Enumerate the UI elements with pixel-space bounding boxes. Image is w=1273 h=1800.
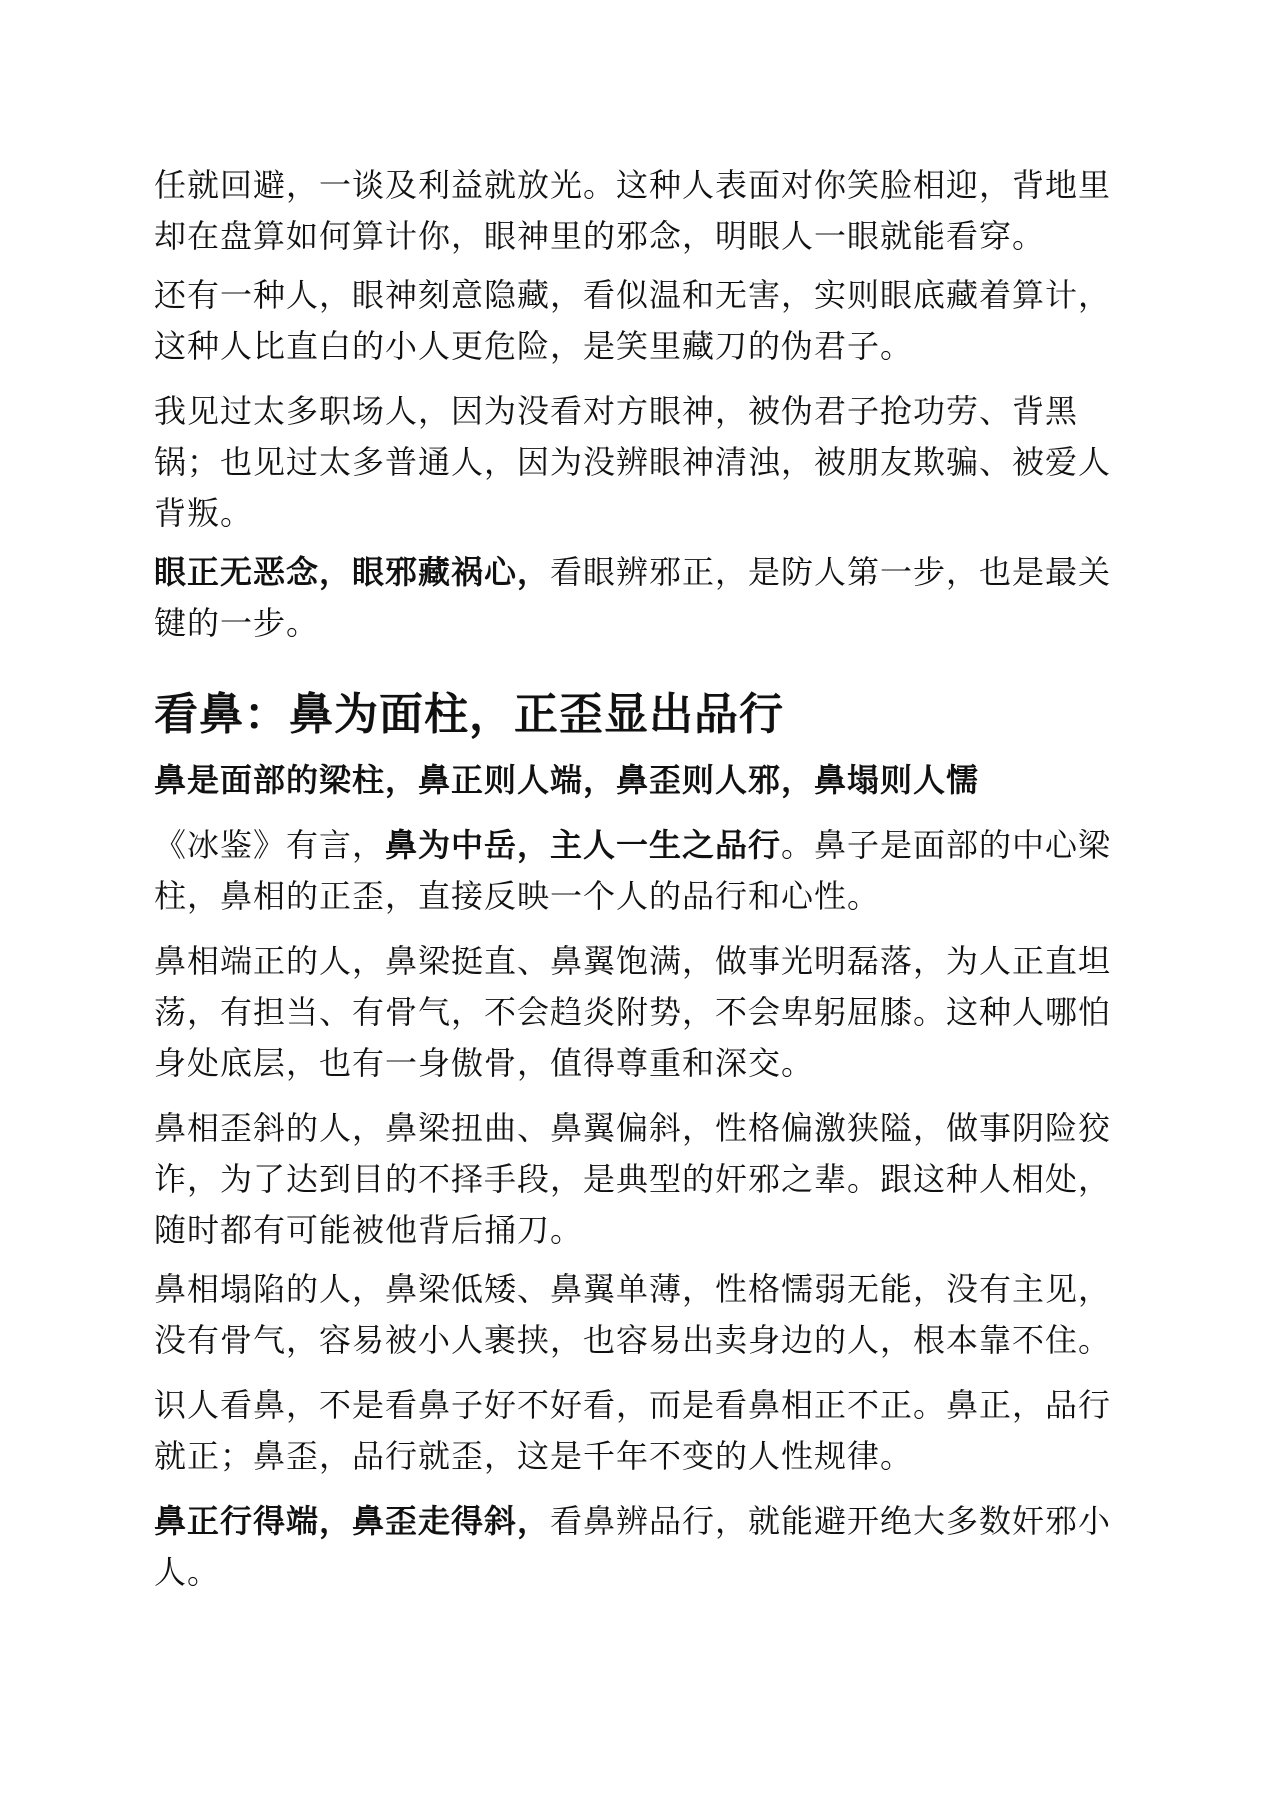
paragraph-text: 还有一种人，眼神刻意隐藏，看似温和无害，实则眼底藏着算计，这种人比直白的小人更危险，是笑里藏刀的伪君子。	[154, 276, 1112, 365]
paragraph-text: 《冰鉴》有言，	[154, 826, 386, 864]
paragraph-text: 。鼻子是面部的中心梁柱，鼻相的正歪，直接反映一个人的品行和心性。	[154, 826, 1112, 915]
paragraph-text: 识人看鼻，不是看鼻子好不好看，而是看鼻相正不正。鼻正，品行就正；鼻歪，品行就歪，这是千年不变的人性规律。	[154, 1386, 1112, 1475]
paragraph-eye-summary	[154, 547, 1123, 649]
paragraph-text: 我见过太多职场人，因为没看对方眼神，被伪君子抢功劳、背黑锅；也见过太多普通人，因为没辨眼神清浊，被朋友欺骗、被爱人背叛。	[154, 392, 1112, 532]
paragraph-bingjian-quote	[154, 820, 1123, 922]
paragraph-crooked-nose	[154, 1103, 1123, 1256]
paragraph-nose-summary	[154, 1496, 1123, 1598]
paragraph-eye-evil	[154, 160, 1123, 262]
bold-quote-text: 鼻为中岳，主人一生之品行	[385, 826, 782, 864]
bold-summary-text: 眼正无恶念，眼邪藏祸心，	[154, 553, 551, 591]
paragraph-straight-nose	[154, 936, 1123, 1089]
paragraph-hidden-eyes	[154, 270, 1123, 372]
paragraph-collapsed-nose	[154, 1264, 1123, 1366]
section-subheading: 鼻是面部的梁柱，鼻正则人端，鼻歪则人邪，鼻塌则人懦	[154, 761, 980, 799]
bold-summary-text: 鼻正行得端，鼻歪走得斜，	[154, 1502, 551, 1540]
paragraph-text: 鼻相歪斜的人，鼻梁扭曲、鼻翼偏斜，性格偏激狭隘，做事阴险狡诈，为了达到目的不择手段，是典型的奸邪之辈。跟这种人相处，随时都有可能被他背后捅刀。	[154, 1109, 1112, 1249]
paragraph-text: 看鼻辨品行，就能避开绝大多数奸邪小人。	[154, 1502, 1112, 1591]
paragraph-text: 鼻相端正的人，鼻梁挺直、鼻翼饱满，做事光明磊落，为人正直坦荡，有担当、有骨气，不会趋炎附势，不会卑躬屈膝。这种人哪怕身处底层，也有一身傲骨，值得尊重和深交。	[154, 942, 1112, 1082]
paragraph-text: 鼻相塌陷的人，鼻梁低矮、鼻翼单薄，性格懦弱无能，没有主见，没有骨气，容易被小人裹挟，也容易出卖身边的人，根本靠不住。	[154, 1270, 1112, 1359]
paragraph-text: 看眼辨邪正，是防人第一步，也是最关键的一步。	[154, 553, 1112, 642]
paragraph-nose-judgement	[154, 1380, 1123, 1482]
paragraph-experience	[154, 386, 1123, 539]
section-heading: 看鼻：鼻为面柱，正歪显出品行	[154, 689, 784, 740]
paragraph-text: 任就回避，一谈及利益就放光。这种人表面对你笑脸相迎，背地里却在盘算如何算计你，眼神里的邪念，明眼人一眼就能看穿。	[154, 166, 1112, 255]
